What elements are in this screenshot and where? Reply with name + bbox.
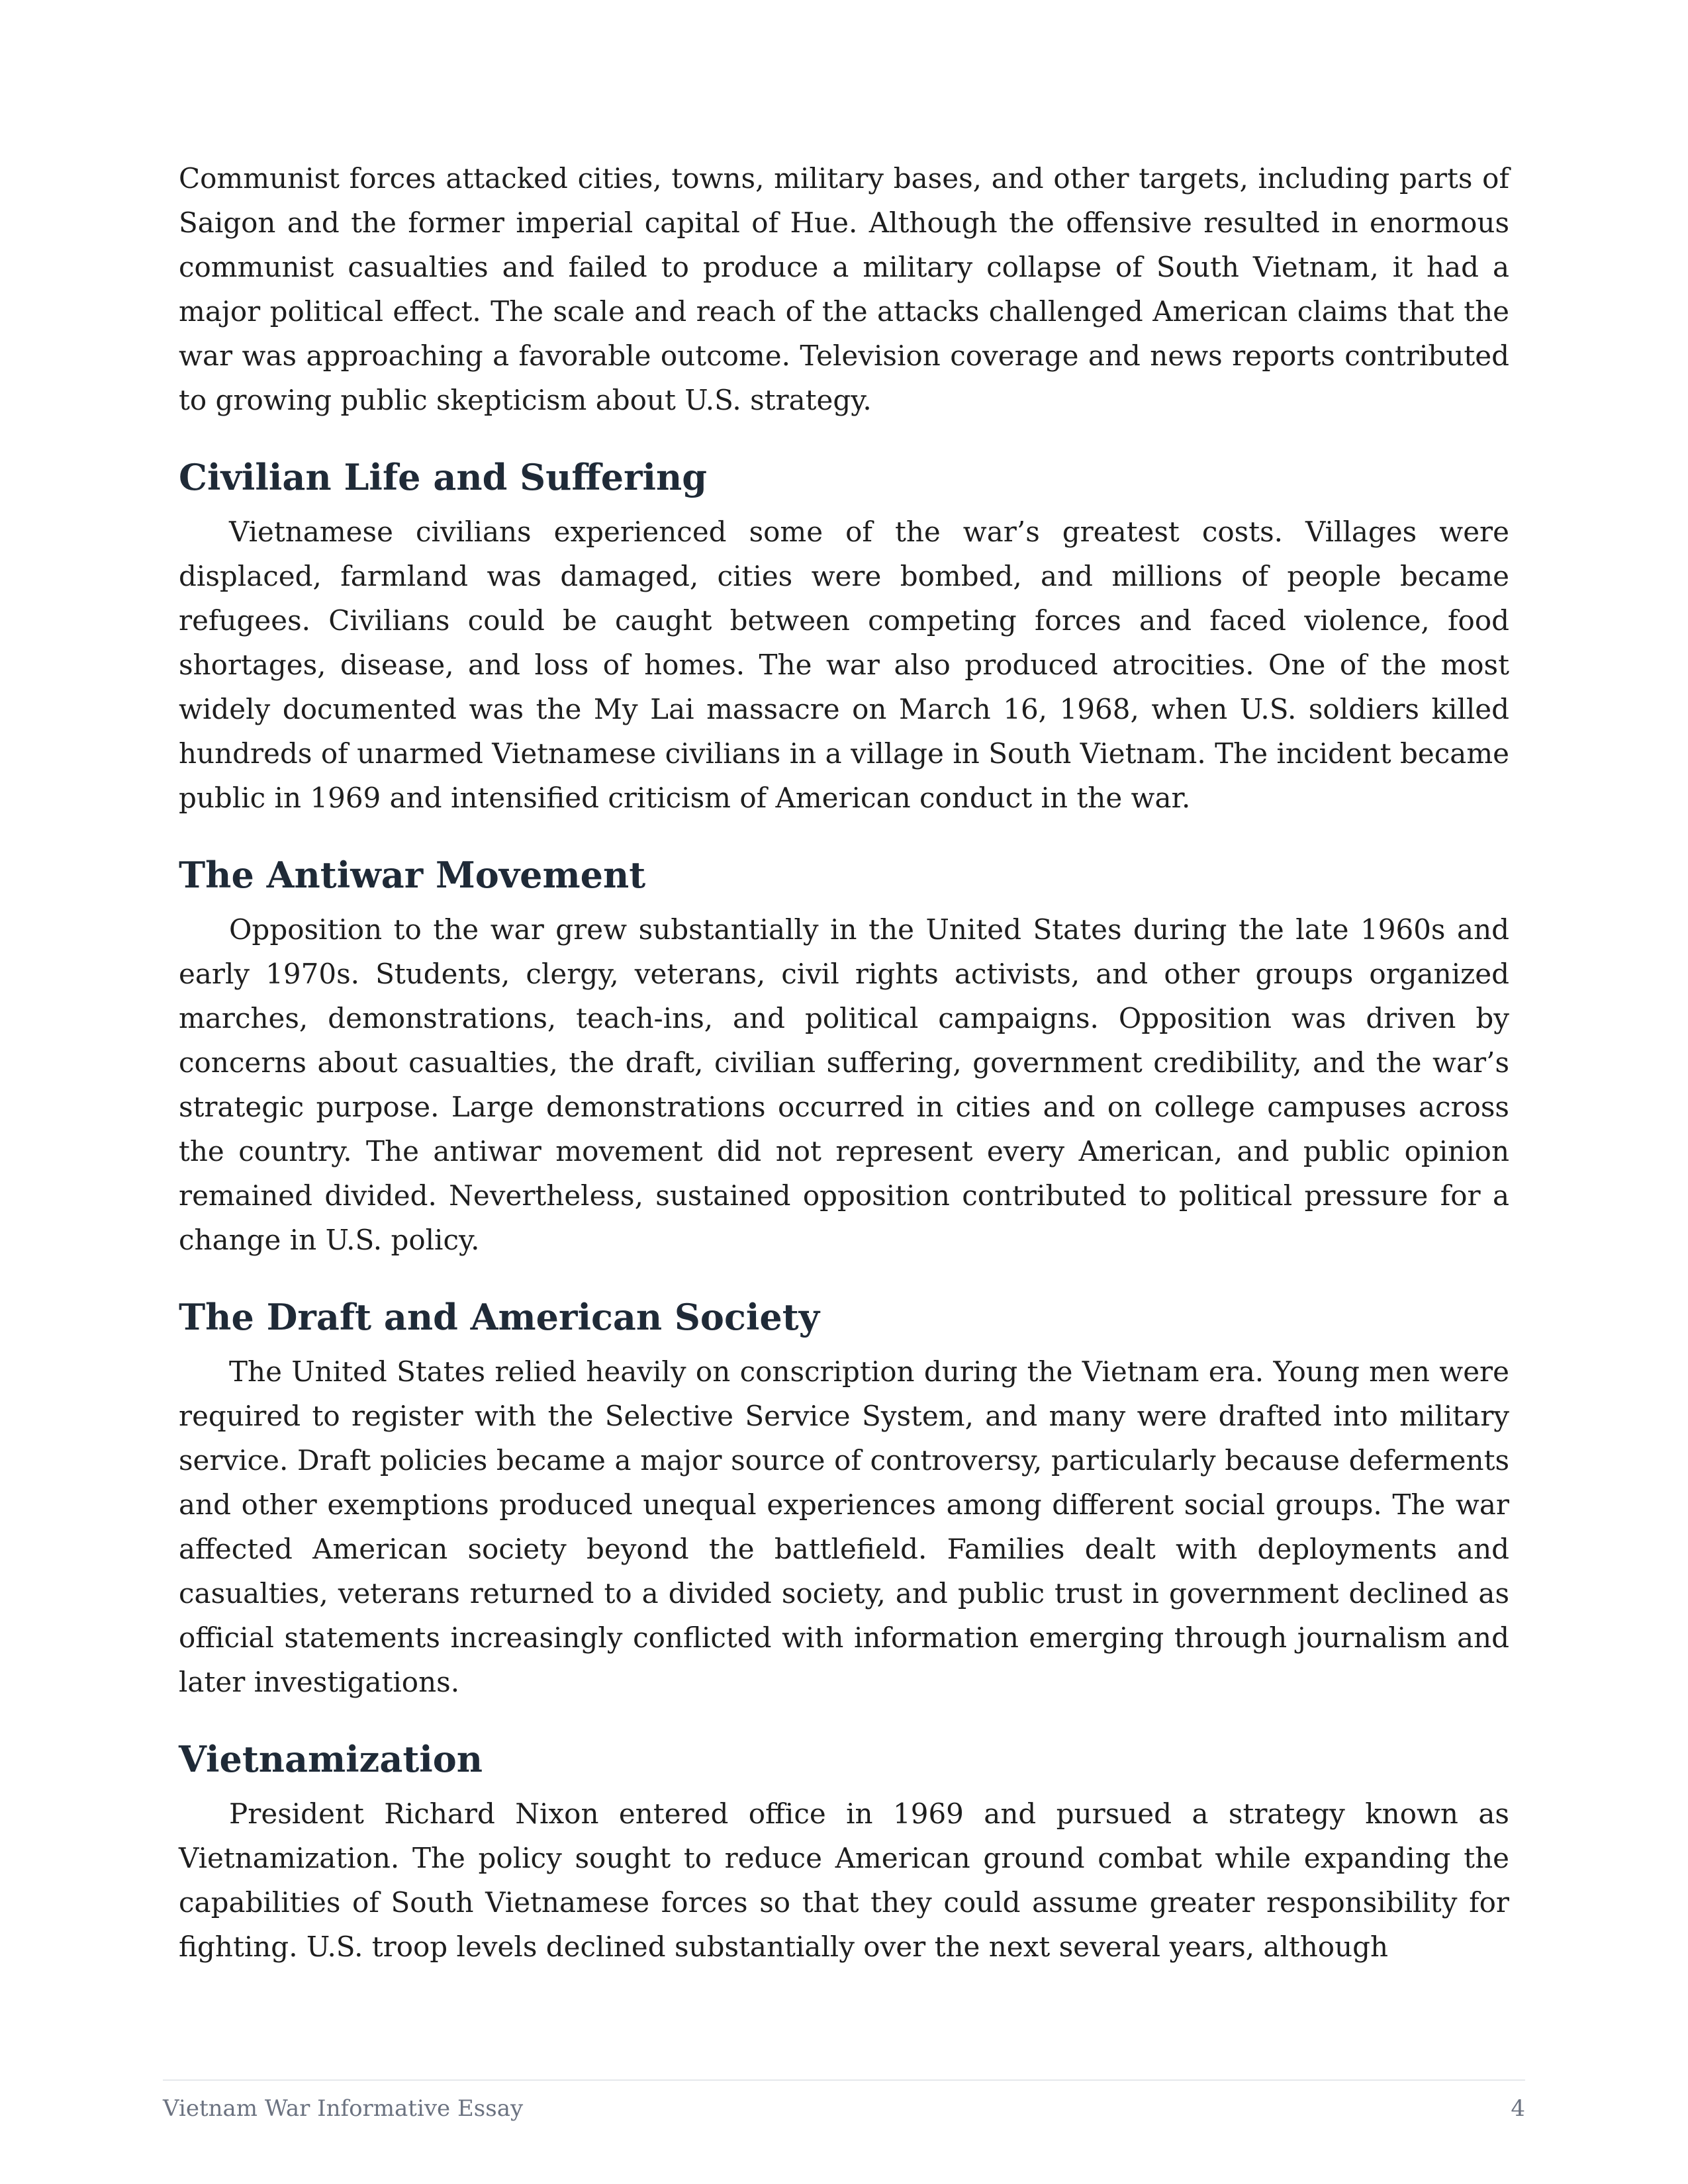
heading-draft-society: The Draft and American Society (179, 1296, 820, 1338)
paragraph-vietnamization: President Richard Nixon entered office in 1969 and pursued a strategy known as Vietnamization. The policy sought to reduce American ground combat while expanding the capabilities of South Vietnamese forces so that they could assume greater responsibility for fighting. U.S. troop levels declined substantially over the next several years, although (179, 1797, 1509, 1963)
heading-civilian-life: Civilian Life and Suffering (179, 456, 708, 498)
paragraph-draft-society: The United States relied heavily on conscription during the Vietnam era. Young men were required to register with the Selective Service System, and many were drafted into military service. Draft policies became a major source of controversy, particularly because deferments and other exemptions produced unequal experiences among different social groups. The war affected American society beyond the battlefield. Families dealt with deployments and casualties, veterans returned to a divided society, and public trust in government declined as official statements increasingly conflicted with information emerging through journalism and later investigations. (179, 1355, 1509, 1698)
footer-title: Vietnam War Informative Essay (163, 2095, 524, 2122)
document-body (179, 156, 1509, 1969)
paragraph-tet-offensive: Communist forces attacked cities, towns, military bases, and other targets, including parts of Saigon and the former imperial capital of Hue. Although the offensive resulted in enormous communist casualties and failed to produce a military collapse of South Vietnam, it had a major political effect. The scale and reach of the attacks challenged American claims that the war was approaching a favorable outcome. Television coverage and news reports contributed to growing public skepticism about U.S. strategy. (179, 162, 1509, 416)
heading-antiwar-movement: The Antiwar Movement (179, 854, 646, 896)
page-number: 4 (1511, 2095, 1525, 2122)
paragraph-civilian-life: Vietnamese civilians experienced some of the war’s greatest costs. Villages were displaced, farmland was damaged, cities were bombed, and millions of people became refugees. Civilians could be caught between competing forces and faced violence, food shortages, disease, and loss of homes. The war also produced atrocities. One of the most widely documented was the My Lai massacre on March 16, 1968, when U.S. soldiers killed hundreds of unarmed Vietnamese civilians in a village in South Vietnam. The incident became public in 1969 and intensified criticism of American conduct in the war. (179, 516, 1509, 814)
heading-vietnamization: Vietnamization (179, 1738, 483, 1780)
paragraph-antiwar-movement: Opposition to the war grew substantially in the United States during the late 1960s and early 1970s. Students, clergy, veterans, civil rights activists, and other groups organized marches, demonstrations, teach-ins, and political campaigns. Opposition was driven by concerns about casualties, the draft, civilian suffering, government credibility, and the war’s strategic purpose. Large demonstrations occurred in cities and on college campuses across the country. The antiwar movement did not represent every American, and public opinion remained divided. Nevertheless, sustained opposition contributed to political pressure for a change in U.S. policy. (179, 913, 1509, 1256)
page-footer (163, 2079, 1525, 2122)
